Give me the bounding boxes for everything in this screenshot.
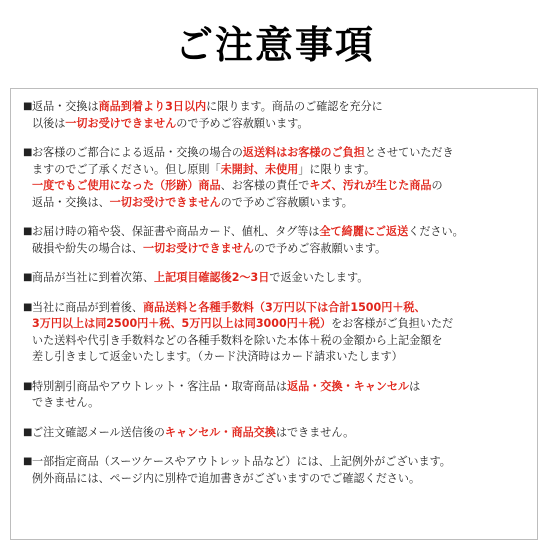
body-text: 商品が当社に到着次第、 [32,271,155,284]
body-text: の [431,179,443,192]
emphasis-text: 一切お受けできません [142,241,254,255]
notice-item [23,379,527,412]
notice-line [32,116,527,133]
notice-text [32,99,527,132]
body-text: できません。 [32,396,100,409]
body-text: は [409,379,421,393]
notice-text [32,270,527,287]
emphasis-text: 返品・交換・キャンセル [287,379,410,393]
body-text: 、お客様の責任で [220,179,310,192]
bullet-square-icon: ■ [23,147,33,158]
body-text: で返金いたします。 [269,271,369,284]
bullet-square-icon: ■ [23,456,33,467]
page-title: ご注意事項 [174,23,375,67]
notice-item [23,300,527,366]
emphasis-text: 一度でもご使用になった（形跡）商品 [32,179,221,192]
notice-text [32,224,527,257]
emphasis-text: 一切お受けできません [65,116,177,130]
body-text: に限ります。商品のご確認を充分に [206,100,383,113]
body-text: ので予めご容赦願います。 [176,116,309,130]
notice-item [23,145,527,211]
body-text: 特別割引商品やアウトレット・客注品・取寄商品は [32,379,288,393]
body-text: はできません。 [275,425,355,439]
body-text: 差し引きまして返金いたします。（カード決済時はカード請求いたします） [32,350,403,363]
notice-text [32,300,527,366]
emphasis-text: 一切お受けできません [109,195,221,209]
emphasis-text: 商品到着より3日以内 [98,100,207,113]
notice-line [32,454,527,471]
bullet-square-icon: ■ [23,301,33,313]
emphasis-text: 全て綺麗にご返送 [319,225,409,238]
body-text: 当社に商品が到着後、 [32,300,143,314]
bullet-square-icon: ■ [23,226,33,237]
notice-item [23,99,527,132]
bullet-square-icon: ■ [23,101,33,112]
body-text: いた送料や代引き手数料などの各種手数料を除いた本体＋税の金額から上記金額を [32,333,443,347]
notice-line [32,395,527,412]
notice-line [32,349,527,366]
notice-text [32,379,527,412]
body-text: 返品・交換は、 [32,195,110,209]
notice-line [32,300,527,317]
notice-text [32,425,527,442]
notice-line [32,195,527,212]
body-text: をお客様がご負担いただ [331,317,454,330]
notice-line [32,270,527,287]
notice-line [32,224,527,241]
body-text: ので予めご容赦願います。 [253,241,387,255]
notice-line [32,178,527,195]
notice-line [32,162,527,179]
emphasis-text: 商品送料と各種手数料（3万円以下は合計1500円＋税、 [142,300,426,314]
notice-line [32,316,527,333]
emphasis-text: 3万円以上は同2500円＋税、5万円以上は同3000円＋税） [32,317,332,330]
notice-item [23,454,527,487]
emphasis-text: キズ、汚れが生じた商品 [309,179,432,192]
body-text: 以後は [32,116,66,130]
notice-item [23,270,527,287]
body-text: とさせていただき [364,146,454,159]
bullet-square-icon: ■ [23,272,33,283]
body-text: 破損や紛失の場合は、 [32,241,143,255]
notice-line [32,333,527,350]
body-text: 」に限ります。 [298,162,376,176]
emphasis-text: キャンセル・商品交換 [164,425,276,439]
body-text: ますのでご了承ください。但し原則「 [32,162,221,176]
bullet-square-icon: ■ [23,426,33,438]
notice-line [32,471,527,488]
notice-item [23,425,527,442]
notice-line [32,99,527,116]
notice-text [32,145,527,211]
body-text: 例外商品には、ページ内に別枠で追加書きがございますのでご確認ください。 [32,471,421,485]
body-text: ので予めご容赦願います。 [220,195,353,209]
emphasis-text: 返送料はお客様のご負担 [242,146,365,159]
body-text: お客様のご都合による返品・交換の場合の [32,146,243,159]
notice-line [32,145,527,162]
body-text: 返品・交換は [32,100,99,113]
notice-line [32,379,527,396]
notice-panel [10,88,538,540]
body-text: ご注文確認メール送信後の [32,425,165,439]
body-text: お届け時の箱や袋、保証書や商品カード、値札、タグ等は [32,225,320,238]
emphasis-text: 未開封、未使用 [220,162,299,176]
body-text: 一部指定商品（スーツケースやアウトレット品など）には、上記例外がございます。 [32,455,451,468]
notice-text [32,454,527,487]
body-text: ください。 [408,225,464,238]
bullet-square-icon: ■ [23,380,33,392]
emphasis-text: 上記項目確認後2～3日 [154,271,270,284]
notice-item [23,224,527,257]
notice-line [32,425,527,442]
notice-line [32,241,527,258]
